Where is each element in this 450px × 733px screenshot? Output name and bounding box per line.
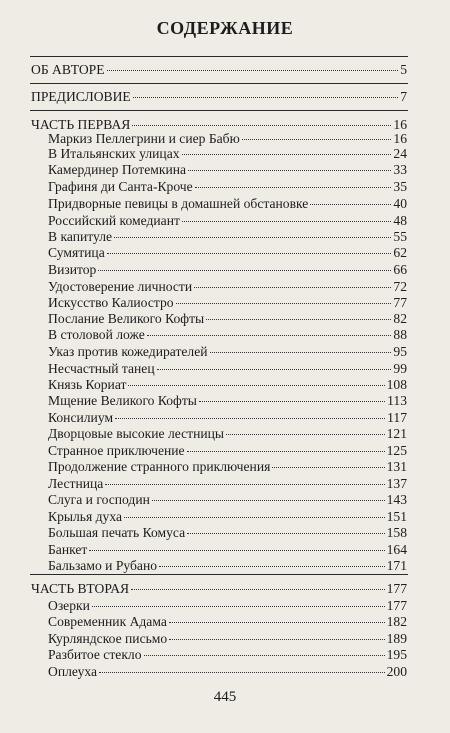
toc-entry-page: 125 (386, 443, 407, 458)
toc-entry-page: 177 (386, 581, 407, 596)
toc-entry-page: 200 (386, 664, 407, 679)
toc-entry-title: Оплеуха (48, 664, 98, 679)
toc-entry-title: ЧАСТЬ ВТОРАЯ (31, 581, 130, 596)
toc-entry-title: Крылья духа (48, 509, 122, 524)
toc-entry (48, 613, 407, 630)
toc-entry-page: 99 (393, 361, 407, 376)
dot-leader (310, 204, 391, 205)
toc-entry-page: 48 (393, 213, 407, 228)
page-number: 445 (213, 689, 237, 705)
toc-entry (48, 145, 407, 162)
dot-leader (210, 352, 392, 353)
toc-entry-page: 171 (386, 558, 407, 573)
toc-entry-title: Визитор (48, 262, 97, 277)
toc-entry-title: Курляндское письмо (48, 631, 168, 646)
toc-entry (48, 409, 407, 426)
toc-entry-page: 66 (393, 262, 407, 277)
toc-entry (31, 580, 407, 597)
toc-entry (48, 310, 407, 327)
dot-leader (128, 385, 384, 386)
toc-entry-title: Указ против кожедирателей (48, 344, 208, 359)
toc-entry (48, 458, 407, 475)
section-divider (30, 83, 408, 84)
toc-entry-page: 113 (387, 393, 407, 408)
dot-leader (147, 335, 392, 336)
toc-entry-page: 131 (386, 459, 407, 474)
dot-leader (157, 369, 392, 370)
toc-entry-title: Современник Адама (48, 614, 167, 629)
toc-entry-page: 177 (386, 598, 407, 613)
toc-entry-page: 164 (386, 542, 407, 557)
toc-entry-page: 108 (386, 377, 407, 392)
toc-entry-page: 82 (393, 311, 407, 326)
dot-leader (195, 187, 392, 188)
toc-entry (48, 178, 407, 195)
toc-entry-title: Российский комедиант (48, 213, 180, 228)
dot-leader (187, 451, 385, 452)
toc-entry-title: ПРЕДИСЛОВИЕ (31, 89, 131, 104)
toc-entry-title: Князь Кориат (48, 377, 127, 392)
toc-entry-title: Камердинер Потемкина (48, 162, 187, 177)
toc-entry (48, 228, 407, 245)
toc-entry (48, 646, 407, 663)
toc-entry (48, 442, 407, 459)
toc-entry (48, 294, 407, 311)
dot-leader (152, 500, 385, 501)
toc-entry-title: Разбитое стекло (48, 647, 142, 662)
dot-leader (98, 270, 391, 271)
section-divider (30, 574, 408, 575)
toc-entry (48, 663, 407, 680)
toc-entry-page: 40 (393, 196, 407, 211)
dot-leader (107, 253, 392, 254)
toc-entry-title: В капитуле (48, 229, 113, 244)
toc-entry (31, 88, 407, 105)
toc-entry-title: Графиня ди Санта-Кроче (48, 179, 193, 194)
dot-leader (182, 154, 392, 155)
toc-entry-title: Слуга и господин (48, 492, 150, 507)
dot-leader (159, 566, 385, 567)
toc-entry-page: 195 (386, 647, 407, 662)
dot-leader (89, 550, 384, 551)
dot-leader (133, 97, 398, 98)
toc-entry-title: Дворцовые высокие лестницы (48, 426, 225, 441)
toc-entry-title: Лестница (48, 476, 104, 491)
dot-leader (169, 622, 385, 623)
toc-entry-page: 16 (393, 131, 407, 146)
toc-entry-page: 35 (393, 179, 407, 194)
dot-leader (242, 139, 392, 140)
toc-entry-title: Бальзамо и Рубано (48, 558, 158, 573)
toc-entry-page: 55 (393, 229, 407, 244)
toc-entry-title: Мщение Великого Кофты (48, 393, 197, 408)
dot-leader (115, 418, 385, 419)
toc-entry (48, 212, 407, 229)
dot-leader (131, 589, 385, 590)
toc-entry-title: Странное приключение (48, 443, 185, 458)
toc-entry-page: 182 (386, 614, 407, 629)
toc-entry (48, 261, 407, 278)
toc-entry-title: Послание Великого Кофты (48, 311, 205, 326)
toc-entry (48, 244, 407, 261)
toc-entry-title: Маркиз Пеллегрини и сиер Бабю (48, 131, 240, 146)
dot-leader (187, 533, 384, 534)
toc-entry-title: Большая печать Комуса (48, 525, 186, 540)
toc-entry-title: ЧАСТЬ ПЕРВАЯ (31, 117, 131, 132)
toc-entry-page: 117 (387, 410, 407, 425)
toc-entry (48, 425, 407, 442)
toc-entry-page: 137 (386, 476, 407, 491)
toc-entry (48, 195, 407, 212)
dot-leader (124, 517, 385, 518)
dot-leader (144, 655, 385, 656)
toc-entry (48, 491, 407, 508)
toc-entry (48, 597, 407, 614)
toc-entry-title: Банкет (48, 542, 88, 557)
dot-leader (132, 125, 391, 126)
dot-leader (169, 639, 384, 640)
toc-entry (48, 343, 407, 360)
toc-entry (48, 376, 407, 393)
toc-entry-title: Несчастный танец (48, 361, 155, 376)
toc-entry-title: Удостоверение личности (48, 279, 193, 294)
toc-entry-title: Придворные певицы в домашней обстановке (48, 196, 309, 211)
toc-entry-title: Сумятица (48, 245, 105, 260)
dot-leader (99, 672, 385, 673)
toc-entry-page: 77 (393, 295, 407, 310)
toc-entry (48, 326, 407, 343)
section-divider (30, 56, 408, 57)
dot-leader (176, 303, 392, 304)
toc-entry-page: 151 (386, 509, 407, 524)
toc-entry (48, 557, 407, 574)
toc-entry-page: 95 (393, 344, 407, 359)
dot-leader (206, 319, 391, 320)
section-divider (30, 110, 408, 111)
dot-leader (226, 434, 385, 435)
toc-entry-page: 88 (393, 327, 407, 342)
toc-entry-page: 158 (386, 525, 407, 540)
toc-entry-page: 24 (393, 146, 407, 161)
dot-leader (114, 237, 391, 238)
toc-entry-page: 143 (386, 492, 407, 507)
dot-leader (105, 484, 384, 485)
dot-leader (194, 287, 391, 288)
dot-leader (199, 401, 385, 402)
toc-entry-title: Консилиум (48, 410, 114, 425)
dot-leader (107, 70, 399, 71)
toc-entry-page: 7 (400, 89, 407, 104)
dot-leader (188, 170, 391, 171)
toc-entry-page: 33 (393, 162, 407, 177)
toc-entry-page: 121 (386, 426, 407, 441)
toc-entry-title: В столовой ложе (48, 327, 145, 342)
toc-entry (31, 61, 407, 78)
toc-entry-title: ОБ АВТОРЕ (31, 62, 105, 77)
dot-leader (92, 606, 385, 607)
toc-entry-title: Озерки (48, 598, 90, 613)
toc-entry-page: 16 (393, 117, 407, 132)
toc-entry-title: Продолжение странного приключения (48, 459, 271, 474)
toc-entry (48, 360, 407, 377)
toc-entry-page: 72 (393, 279, 407, 294)
toc-entry-page: 5 (400, 62, 407, 77)
toc-entry-page: 62 (393, 245, 407, 260)
page-title: СОДЕРЖАНИЕ (156, 18, 294, 38)
toc-entry (48, 161, 407, 178)
toc-entry (48, 392, 407, 409)
dot-leader (272, 467, 384, 468)
toc-entry (48, 524, 407, 541)
toc-entry (48, 630, 407, 647)
toc-entry-page: 189 (386, 631, 407, 646)
toc-entry (48, 278, 407, 295)
toc-entry (48, 475, 407, 492)
toc-entry-title: Искусство Калиостро (48, 295, 174, 310)
dot-leader (182, 221, 391, 222)
toc-entry-title: В Итальянских улицах (48, 146, 180, 161)
toc-entry (48, 508, 407, 525)
toc-entry (48, 541, 407, 558)
